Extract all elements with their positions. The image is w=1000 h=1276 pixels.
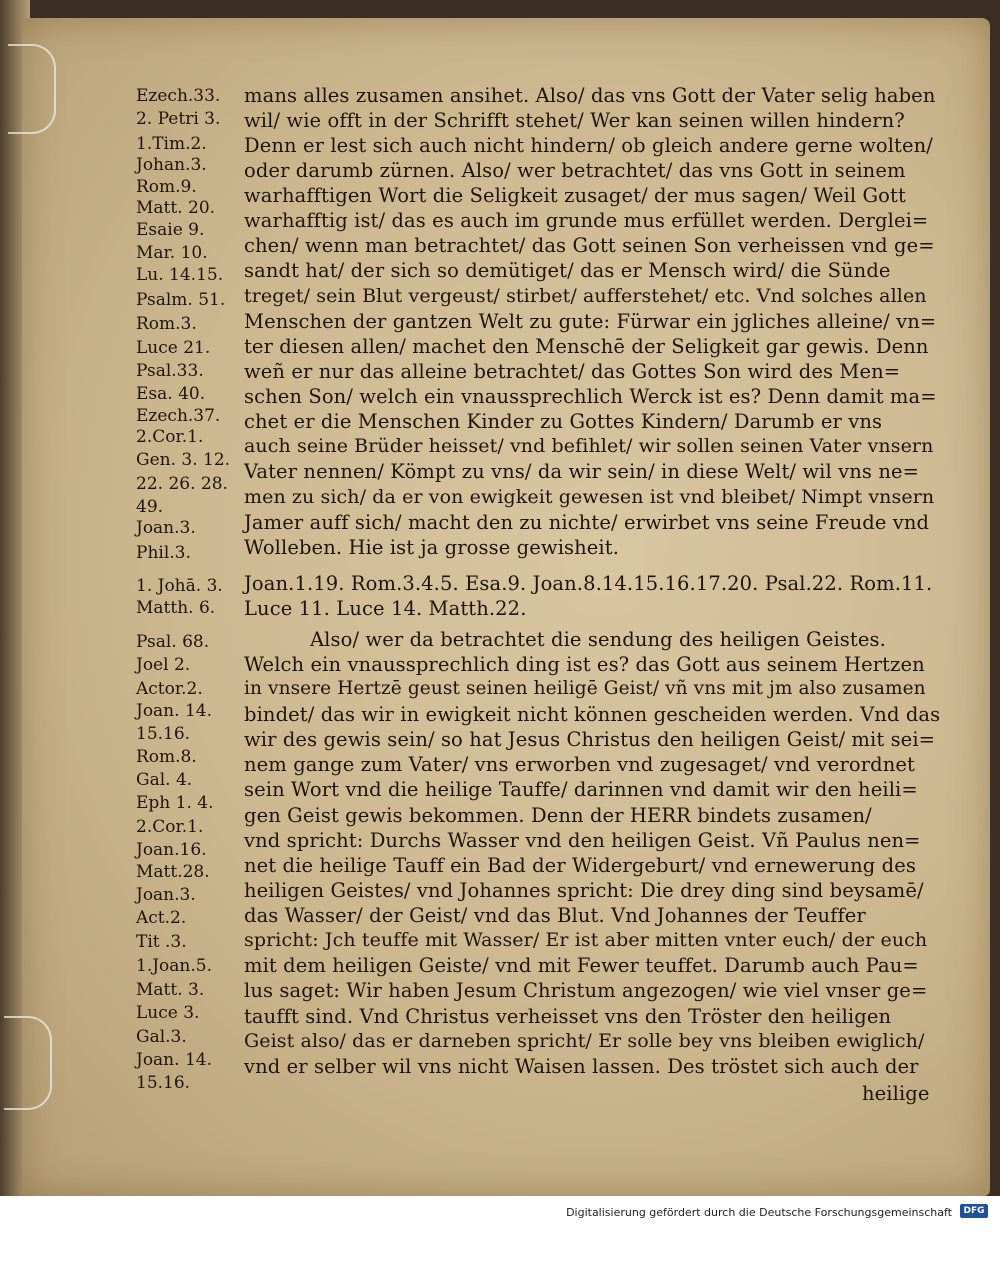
body-text-line: weñ er nur das alleine betrachtet/ das Gottes Son wird des Men= bbox=[244, 360, 901, 383]
body-text-line: Menschen der gantzen Welt zu gute: Fürwar ein jgliches alleine/ vn= bbox=[244, 310, 937, 333]
body-text-line: das Wasser/ der Geist/ vnd das Blut. Vnd Johannes der Teuffer bbox=[244, 904, 866, 927]
margin-note: Luce 3. bbox=[136, 1003, 200, 1023]
body-text-line: taufft sind. Vnd Christus verheisset vns den Tröster den heiligen bbox=[244, 1005, 892, 1028]
body-text-line: sandt hat/ der sich so demütiget/ das er Mensch wird/ die Sünde bbox=[244, 259, 891, 282]
body-text-line: schen Son/ welch ein vnaussprechlich Werck ist es? Denn damit ma= bbox=[244, 385, 937, 408]
body-text-line: vnd spricht: Durchs Wasser vnd den heiligen Geist. Vñ Paulus nen= bbox=[244, 829, 921, 852]
body-text-line: chen/ wenn man betrachtet/ das Gott seinen Son verheissen vnd ge= bbox=[244, 234, 935, 257]
margin-note: Ezech.37. bbox=[136, 406, 221, 426]
binding-clip bbox=[8, 44, 56, 134]
margin-note: 1. Johā. 3. bbox=[136, 576, 223, 596]
body-text-line: Welch ein vnaussprechlich ding ist es? das Gott aus seinem Hertzen bbox=[244, 653, 925, 676]
body-text-line: mit dem heiligen Geiste/ vnd mit Fewer teuffet. Darumb auch Pau= bbox=[244, 954, 919, 977]
catchword: heilige bbox=[862, 1082, 930, 1105]
body-text-line: lus saget: Wir haben Jesum Christum angezogen/ wie viel vnser ge= bbox=[244, 979, 928, 1002]
margin-note: Ezech.33. bbox=[136, 86, 221, 106]
body-text-line: Geist also/ das er darneben spricht/ Er solle bey vns bleiben ewiglich/ bbox=[244, 1030, 925, 1052]
reference-line: Luce 11. Luce 14. Matth.22. bbox=[244, 597, 527, 620]
body-text-line: treget/ sein Blut vergeust/ stirbet/ aufferstehet/ etc. Vnd solches allen bbox=[244, 285, 927, 307]
body-text-line: Vater nennen/ Kömpt zu vns/ da wir sein/ in diese Welt/ wil vns ne= bbox=[244, 460, 920, 483]
margin-note: Eph 1. 4. bbox=[136, 793, 214, 813]
margin-note: Joan.16. bbox=[136, 840, 207, 860]
margin-note: Gal.3. bbox=[136, 1027, 187, 1047]
margin-note: 22. 26. 28. bbox=[136, 474, 228, 494]
margin-note: Act.2. bbox=[136, 908, 187, 928]
margin-note: Rom.3. bbox=[136, 314, 197, 334]
margin-note: Psalm. 51. bbox=[136, 290, 226, 310]
margin-note: 15.16. bbox=[136, 724, 191, 744]
margin-note: Johan.3. bbox=[136, 155, 207, 175]
margin-note: Joel 2. bbox=[136, 655, 191, 675]
footer-bar bbox=[0, 1196, 1000, 1276]
body-text-line: spricht: Jch teuffe mit Wasser/ Er ist aber mitten vnter euch/ der euch bbox=[244, 929, 928, 951]
margin-note: 2.Cor.1. bbox=[136, 427, 204, 447]
margin-note: 49. bbox=[136, 497, 164, 517]
margin-note: 1.Tim.2. bbox=[136, 134, 207, 154]
margin-note: Actor.2. bbox=[136, 679, 203, 699]
body-text-line: Also/ wer da betrachtet die sendung des heiligen Geistes. bbox=[310, 628, 886, 651]
margin-note: Rom.9. bbox=[136, 177, 197, 197]
body-text-line: Wolleben. Hie ist ja grosse gewisheit. bbox=[244, 536, 620, 559]
margin-note: Matt. 3. bbox=[136, 980, 205, 1000]
reference-line: Joan.1.19. Rom.3.4.5. Esa.9. Joan.8.14.15.16.17.20. Psal.22. Rom.11. bbox=[244, 572, 933, 595]
margin-note: 2.Cor.1. bbox=[136, 817, 204, 837]
margin-note: Esa. 40. bbox=[136, 384, 206, 404]
margin-note: 2. Petri 3. bbox=[136, 109, 221, 129]
body-text-line: in vnsere Hertzē geust seinen heiligē Geist/ vñ vns mit jm also zusamen bbox=[244, 678, 926, 699]
margin-note: Lu. 14.15. bbox=[136, 265, 224, 285]
margin-note: 1.Joan.5. bbox=[136, 956, 212, 976]
margin-note: Joan. 14. bbox=[136, 701, 212, 721]
margin-note: Gen. 3. 12. bbox=[136, 450, 231, 470]
body-text-line: warhafftig ist/ das es auch im grunde mus erfüllet werden. Derglei= bbox=[244, 209, 929, 232]
margin-note: Mar. 10. bbox=[136, 243, 208, 263]
body-text-line: oder darumb zürnen. Also/ wer betrachtet/ das vns Gott in seinem bbox=[244, 159, 906, 182]
margin-note: Tit .3. bbox=[136, 932, 187, 952]
body-text-line: Denn er lest sich auch nicht hindern/ ob gleich andere gerne wolten/ bbox=[244, 134, 933, 157]
body-text-line: heiligen Geistes/ vnd Johannes spricht: Die drey ding sind beysamē/ bbox=[244, 879, 924, 902]
body-text-line: wil/ wie offt in der Schrifft stehet/ Wer kan seinen willen hindern? bbox=[244, 109, 905, 132]
margin-note: Matt. 20. bbox=[136, 198, 216, 218]
body-text-line: chet er die Menschen Kinder zu Gottes Kindern/ Darumb er vns bbox=[244, 410, 883, 433]
footer-credit: Digitalisierung gefördert durch die Deutsche Forschungsgemeinschaft bbox=[566, 1206, 952, 1219]
body-text-line: wir des gewis sein/ so hat Jesus Christus den heiligen Geist/ mit sei= bbox=[244, 728, 936, 751]
margin-note: Luce 21. bbox=[136, 338, 211, 358]
margin-note: Matt.28. bbox=[136, 862, 210, 882]
margin-note: 15.16. bbox=[136, 1073, 191, 1093]
margin-note: Joan. 14. bbox=[136, 1050, 212, 1070]
body-text-line: men zu sich/ da er von ewigkeit gewesen ist vnd bleibet/ Nimpt vnsern bbox=[244, 486, 935, 508]
body-text-line: warhafftigen Wort die Seligkeit zusaget/ der mus sagen/ Weil Gott bbox=[244, 184, 906, 207]
margin-note: Psal. 68. bbox=[136, 632, 210, 652]
margin-note: Joan.3. bbox=[136, 885, 196, 905]
body-text-line: bindet/ das wir in ewigkeit nicht können gescheiden werden. Vnd das bbox=[244, 703, 941, 726]
body-text-line: auch seine Brüder heisset/ vnd befihlet/ wir sollen seinen Vater vnsern bbox=[244, 435, 934, 457]
margin-note: Esaie 9. bbox=[136, 220, 205, 240]
body-text-line: sein Wort vnd die heilige Tauffe/ darinnen vnd damit wir den heili= bbox=[244, 778, 918, 801]
body-text-line: net die heilige Tauff ein Bad der Widergeburt/ vnd ernewerung des bbox=[244, 854, 917, 877]
body-text-line: nem gange zum Vater/ vns erworben vnd zugesaget/ vnd verordnet bbox=[244, 753, 915, 776]
body-text-line: mans alles zusamen ansihet. Also/ das vns Gott der Vater selig haben bbox=[244, 84, 936, 107]
margin-note: Gal. 4. bbox=[136, 770, 193, 790]
margin-note: Psal.33. bbox=[136, 361, 204, 381]
margin-note: Matth. 6. bbox=[136, 598, 216, 618]
margin-note: Rom.8. bbox=[136, 747, 197, 767]
binding-clip bbox=[4, 1016, 52, 1110]
body-text-line: Jamer auff sich/ macht den zu nichte/ erwirbet vns seine Freude vnd bbox=[244, 511, 930, 534]
body-text-line: gen Geist gewis bekommen. Denn der HERR bindets zusamen/ bbox=[244, 804, 872, 827]
dfg-logo-icon: DFG bbox=[960, 1204, 988, 1218]
body-text-line: vnd er selber wil vns nicht Waisen lassen. Des tröstet sich auch der bbox=[244, 1055, 919, 1078]
margin-note: Joan.3. bbox=[136, 518, 196, 538]
body-text-line: ter diesen allen/ machet den Menschē der Seligkeit gar gewis. Denn bbox=[244, 335, 929, 358]
margin-note: Phil.3. bbox=[136, 543, 191, 563]
